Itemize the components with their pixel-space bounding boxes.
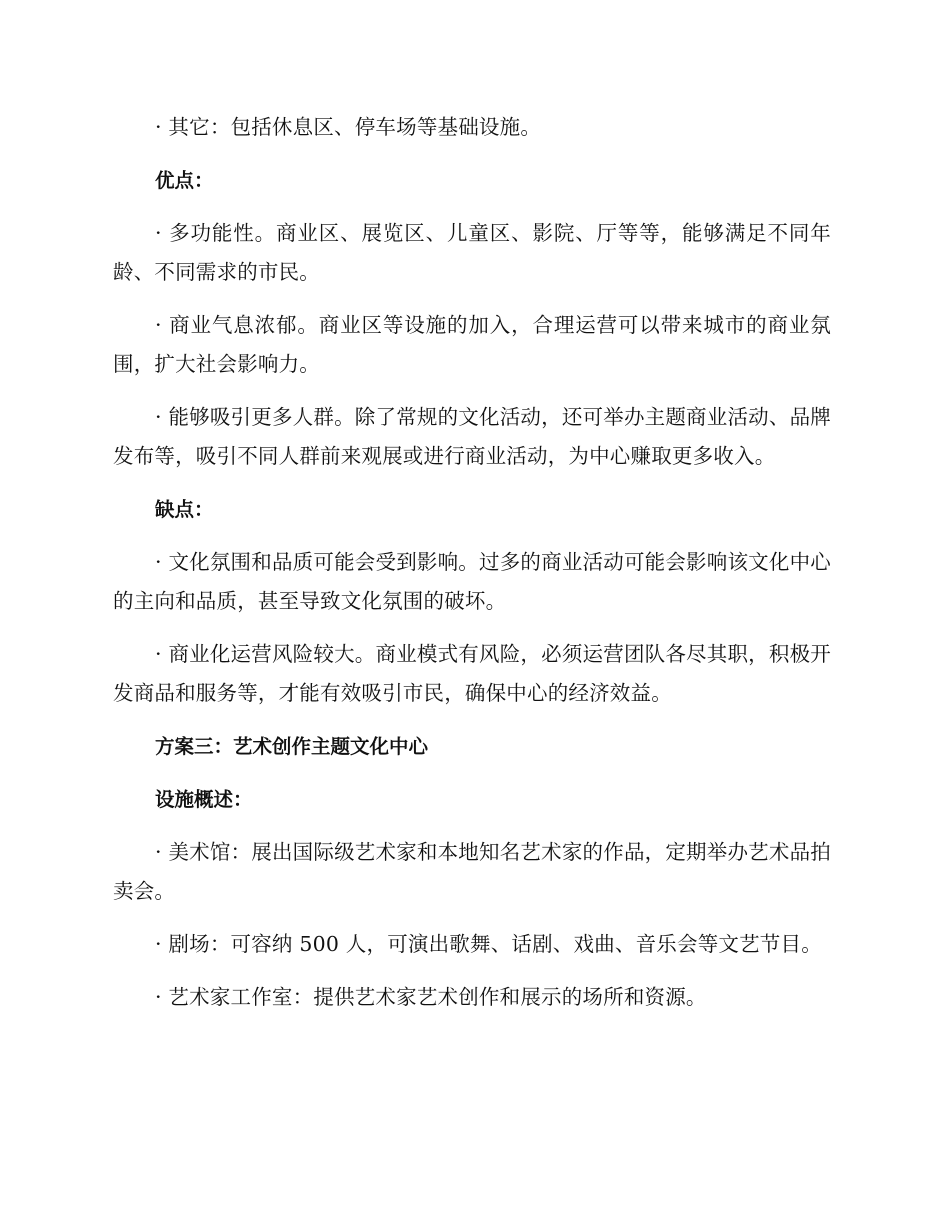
paragraph-commercial-atmosphere: · 商业气息浓郁。商业区等设施的加入，合理运营可以带来城市的商业氛围，扩大社会影响力。 bbox=[113, 313, 831, 376]
paragraph-artist-studio: · 艺术家工作室：提供艺术家艺术创作和展示的场所和资源。 bbox=[155, 985, 707, 1009]
paragraph-multifunction: · 多功能性。商业区、展览区、儿童区、影院、厅等等，能够满足不同年龄、不同需求的市民。 bbox=[113, 221, 831, 284]
document-body bbox=[113, 108, 831, 1031]
paragraph-cultural-quality: · 文化氛围和品质可能会受到影响。过多的商业活动可能会影响该文化中心的主向和品质，甚至导致文化氛围的破坏。 bbox=[113, 550, 831, 613]
heading-facility-overview: 设施概述： bbox=[155, 788, 253, 811]
paragraph-commercial-risk: · 商业化运营风险较大。商业模式有风险，必须运营团队各尽其职，积极开发商品和服务等，才能有效吸引市民，确保中心的经济效益。 bbox=[113, 642, 831, 705]
heading-plan-three: 方案三：艺术创作主题文化中心 bbox=[155, 735, 429, 758]
heading-advantages: 优点： bbox=[155, 169, 214, 192]
paragraph-other-facilities: · 其它：包括休息区、停车场等基础设施。 bbox=[155, 115, 542, 139]
paragraph-theater: · 剧场：可容纳 500 人，可演出歌舞、话剧、戏曲、音乐会等文艺节目。 bbox=[155, 932, 822, 956]
paragraph-attract-crowds: · 能够吸引更多人群。除了常规的文化活动，还可举办主题商业活动、品牌发布等，吸引不同人群前来观展或进行商业活动，为中心赚取更多收入。 bbox=[113, 405, 831, 468]
paragraph-art-museum: · 美术馆：展出国际级艺术家和本地知名艺术家的作品，定期举办艺术品拍卖会。 bbox=[113, 840, 831, 903]
heading-disadvantages: 缺点： bbox=[155, 498, 214, 521]
